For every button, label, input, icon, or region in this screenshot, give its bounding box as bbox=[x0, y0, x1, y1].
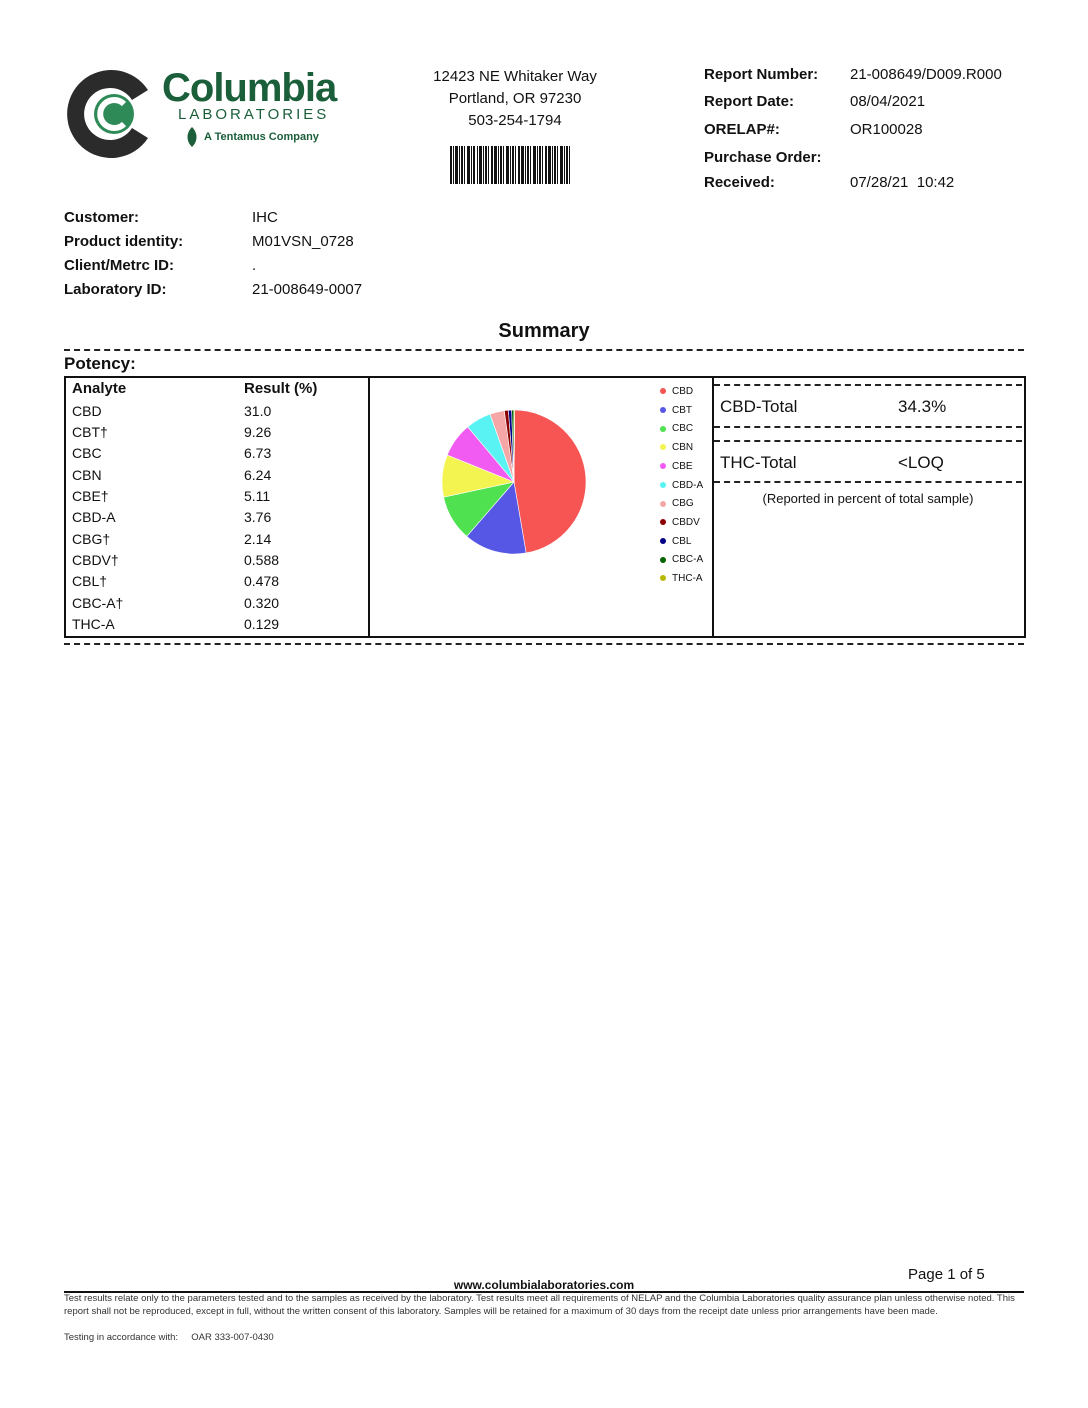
logo-tagline: A Tentamus Company bbox=[204, 131, 319, 143]
analyte-name: CBE† bbox=[72, 488, 109, 504]
analyte-result: 5.11 bbox=[244, 488, 271, 504]
legend-item bbox=[660, 498, 694, 509]
legend-item bbox=[660, 517, 700, 528]
analyte-name: CBD bbox=[72, 403, 102, 419]
legend-dot-icon bbox=[660, 538, 666, 544]
legend-label: CBD bbox=[672, 386, 694, 397]
legend-dot-icon bbox=[660, 388, 666, 394]
legend-label: CBC bbox=[672, 423, 694, 435]
footer-testing-standard: Testing in accordance with: OAR 333-007-0430 bbox=[64, 1332, 274, 1343]
legend-dot-icon bbox=[660, 482, 666, 488]
footer-disclaimer: Test results relate only to the parameters tested and to the samples as received by the laboratory. Test results meet all requirements of NELAP and the Columbia Laboratories quality assurance plan unless otherwise noted. This report shall not be reproduced, except in full, without the written consent of this laboratory. Samples will be retained for a maximum of 30 days from the receipt date unless prior arrangements have been made. bbox=[64, 1293, 1015, 1317]
legend-item bbox=[660, 554, 703, 565]
legend-dot-icon bbox=[660, 407, 666, 413]
barcode bbox=[450, 146, 570, 184]
client-id-label: Client/Metrc ID: bbox=[64, 257, 175, 274]
potency-label: Potency: bbox=[64, 354, 136, 373]
legend-label: CBN bbox=[672, 442, 694, 454]
legend-label: CBDV bbox=[672, 516, 700, 528]
report-number-label: Report Number: bbox=[704, 66, 819, 83]
customer-value: IHC bbox=[252, 209, 278, 226]
analyte-result: 3.76 bbox=[244, 509, 272, 525]
analyte-name: THC-A bbox=[72, 616, 115, 632]
legend-item bbox=[660, 536, 691, 547]
leaf-icon bbox=[184, 127, 200, 147]
divider-vertical bbox=[712, 376, 714, 636]
analyte-result: 0.588 bbox=[244, 552, 280, 568]
orelap-number: OR100028 bbox=[850, 121, 923, 138]
analyte-name: CBC-A† bbox=[72, 595, 124, 611]
legend-dot-icon bbox=[660, 426, 666, 432]
analyte-result: 0.320 bbox=[244, 595, 280, 611]
potency-pie-chart bbox=[440, 408, 588, 556]
laboratory-id-value: 21-008649-0007 bbox=[252, 281, 363, 298]
legend-dot-icon bbox=[660, 463, 666, 469]
analyte-name: CBL† bbox=[72, 573, 108, 589]
page-number: Page 1 of 5 bbox=[908, 1266, 985, 1283]
orelap-label: ORELAP#: bbox=[704, 121, 780, 138]
cbd-total-label: CBD-Total bbox=[720, 397, 798, 416]
legend-label: CBL bbox=[672, 535, 692, 547]
divider-dashed bbox=[64, 349, 1024, 351]
analyte-name: CBG† bbox=[72, 531, 111, 547]
analyte-result: 0.129 bbox=[244, 616, 280, 632]
analyte-name: CBT† bbox=[72, 424, 108, 440]
thc-total-value: <LOQ bbox=[898, 453, 944, 472]
result-column-header: Result (%) bbox=[244, 380, 318, 397]
report-date: 08/04/2021 bbox=[850, 93, 926, 110]
report-date-label: Report Date: bbox=[704, 93, 795, 110]
legend-label: CBT bbox=[672, 404, 692, 416]
product-identity-label: Product identity: bbox=[64, 233, 184, 250]
legend-label: CBD-A bbox=[672, 479, 704, 491]
customer-label: Customer: bbox=[64, 209, 140, 226]
laboratory-id-label: Laboratory ID: bbox=[64, 281, 167, 298]
divider-vertical bbox=[368, 376, 370, 636]
address-phone: 503-254-1794 bbox=[468, 112, 562, 129]
logo-name: Columbia bbox=[162, 66, 337, 110]
thc-total-label: THC-Total bbox=[720, 453, 797, 472]
received-date: 07/28/21 10:42 bbox=[850, 174, 955, 191]
reporting-note: (Reported in percent of total sample) bbox=[762, 491, 974, 506]
analyte-result: 0.478 bbox=[244, 573, 280, 589]
legend-label: CBC-A bbox=[672, 554, 704, 566]
divider-dashed bbox=[714, 440, 1022, 442]
legend-label: CBE bbox=[672, 460, 693, 472]
legend-item bbox=[660, 423, 693, 434]
address-street: 12423 NE Whitaker Way bbox=[433, 68, 597, 85]
legend-item bbox=[660, 442, 693, 453]
lab-address bbox=[400, 66, 630, 132]
report-number: 21-008649/D009.R000 bbox=[850, 66, 1002, 83]
analyte-result: 31.0 bbox=[244, 403, 272, 419]
legend-dot-icon bbox=[660, 575, 666, 581]
analyte-name: CBDV† bbox=[72, 552, 119, 568]
legend-dot-icon bbox=[660, 557, 666, 563]
legend-label: THC-A bbox=[672, 573, 703, 584]
received-label: Received: bbox=[704, 174, 775, 191]
cbd-total-value: 34.3% bbox=[898, 397, 947, 416]
columbia-logo-icon bbox=[66, 64, 162, 164]
analyte-result: 2.14 bbox=[244, 531, 272, 547]
purchase-order-label: Purchase Order: bbox=[704, 149, 822, 166]
address-city: Portland, OR 97230 bbox=[448, 90, 582, 107]
analyte-result: 9.26 bbox=[244, 424, 272, 440]
pie-slice-cbd bbox=[514, 410, 586, 553]
legend-item bbox=[660, 405, 692, 416]
analyte-result: 6.24 bbox=[244, 467, 272, 483]
product-identity-value: M01VSN_0728 bbox=[252, 233, 354, 250]
analyte-column-header: Analyte bbox=[72, 380, 127, 397]
legend-label: CBG bbox=[672, 498, 694, 510]
divider-dashed bbox=[64, 643, 1024, 645]
client-id-value: . bbox=[252, 257, 257, 274]
analyte-name: CBD-A bbox=[72, 509, 116, 525]
summary-title: Summary bbox=[498, 320, 590, 342]
footer-website-link[interactable]: www.columbialaboratories.com bbox=[453, 1278, 635, 1292]
legend-dot-icon bbox=[660, 444, 666, 450]
divider-dashed bbox=[714, 384, 1022, 386]
analyte-result: 6.73 bbox=[244, 445, 272, 461]
logo-subtitle: LABORATORIES bbox=[178, 106, 330, 123]
legend-dot-icon bbox=[660, 519, 666, 525]
legend-item bbox=[660, 573, 703, 584]
legend-dot-icon bbox=[660, 501, 666, 507]
legend-item bbox=[660, 480, 703, 491]
analyte-name: CBC bbox=[72, 445, 102, 461]
legend-item bbox=[660, 386, 693, 397]
divider-dashed bbox=[714, 481, 1022, 483]
legend-item bbox=[660, 461, 693, 472]
divider-dashed bbox=[714, 426, 1022, 428]
analyte-name: CBN bbox=[72, 467, 102, 483]
